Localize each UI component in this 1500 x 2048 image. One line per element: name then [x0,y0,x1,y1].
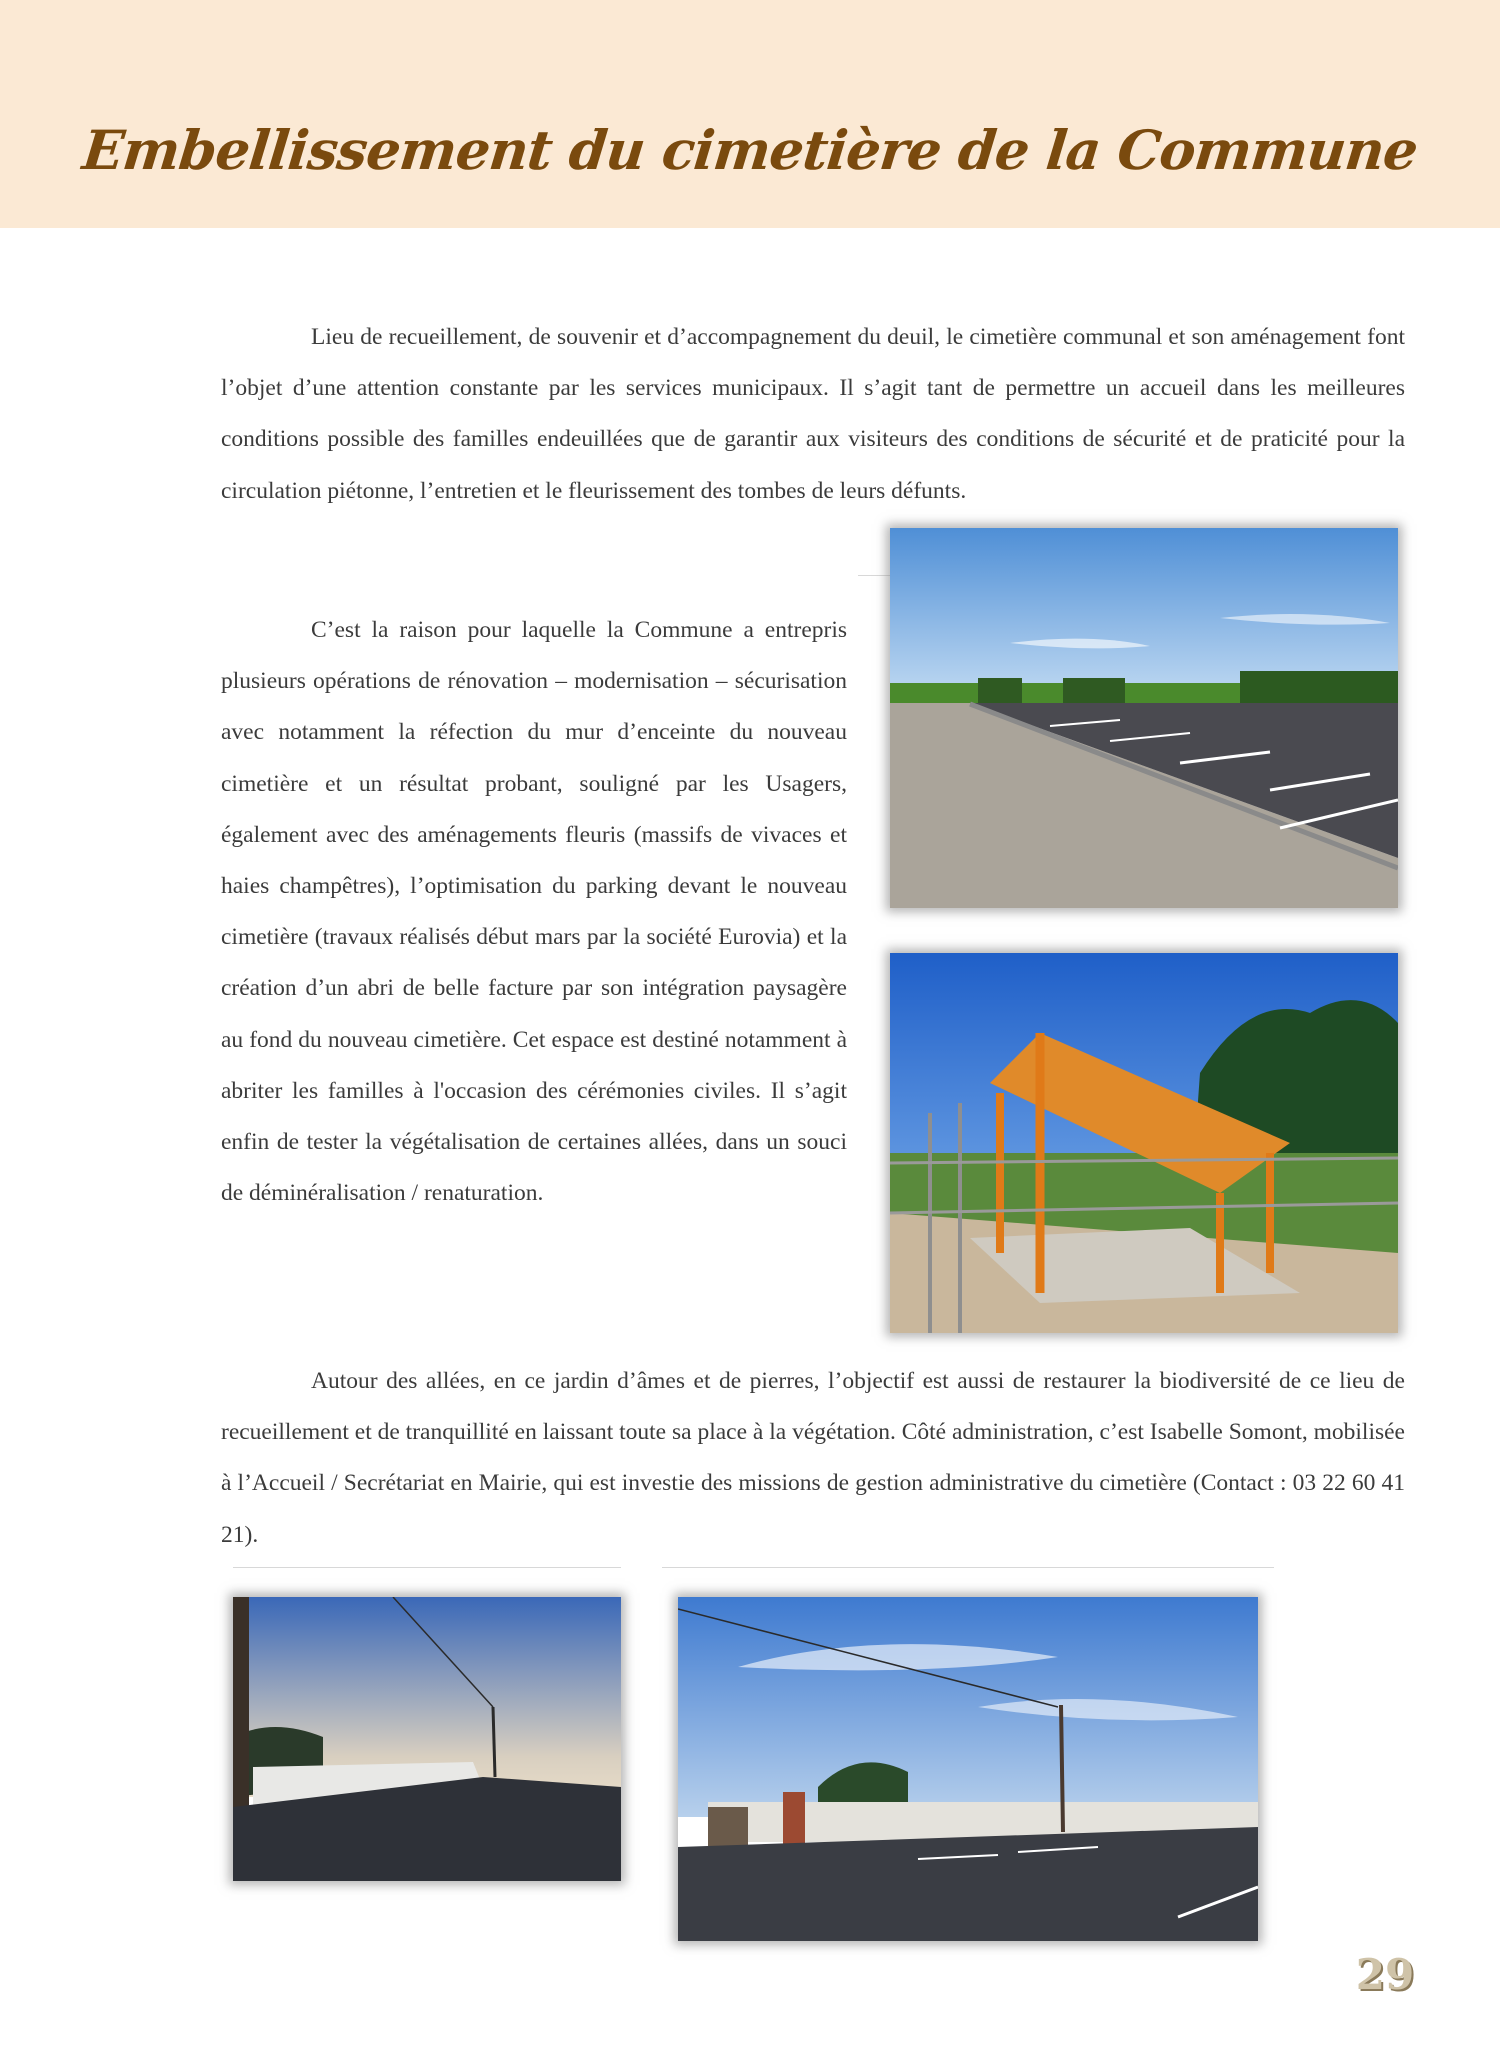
paragraph-operations: C’est la raison pour laquelle la Commune a entrepris plusieurs opérations de rénovation – modernisation – sécurisation avec notamment la réfection du mur d’enceinte du nouveau cimetière et un résultat probant, souligné par les Usagers, également avec des aménagements fleuris (massifs de vivaces et haies champêtres), l’optimisation du parking devant le nouveau cimetière (travaux réalisés début mars par la société Eurovia) et la création d’un abri de belle facture par son intégration paysagère au fond du nouveau cimetière. Cet espace est destiné notamment à abriter les familles à l'occasion des cérémonies civiles. Il s’agit enfin de tester la végétalisation de certaines allées, dans un souci de déminéralisation / renaturation. [221,617,847,1207]
page-number: 29 [1355,1950,1415,1999]
cemetery-parking-photo [678,1597,1258,1941]
paragraph-intro: Lieu de recueillement, de souvenir et d’accompagnement du deuil, le cimetière communal et son aménagement font l’objet d’une attention constante par les services municipaux. Il s’agit tant de permettre un accueil dans les meilleures conditions possible des familles endeuillées que de garantir aux visiteurs des conditions de sécurité et de praticité pour la circulation piétonne, l’entretien et le fleurissement des tombes de leurs défunts. [221,324,1405,504]
divider-left-lower [233,1567,621,1568]
paragraph-biodiversity: Autour des allées, en ce jardin d’âmes et de pierres, l’objectif est aussi de restaurer la biodiversité de ce lieu de recueillement et de tranquillité en laissant toute sa place à la végétation. Côté administration, c’est Isabelle Somont, mobilisée à l’Accueil / Secrétariat en Mairie, qui est investie des missions de gestion administrative du cimetière (Contact : 03 22 60 41 21). [221,1368,1405,1548]
shelter-photo [890,953,1398,1333]
page-title: Embellissement du cimetière de la Commune [79,118,1421,182]
parking-photo [890,528,1398,908]
divider-right-lower [662,1567,1274,1568]
header-band [0,0,1500,228]
cemetery-wall-dusk-photo [233,1597,621,1881]
